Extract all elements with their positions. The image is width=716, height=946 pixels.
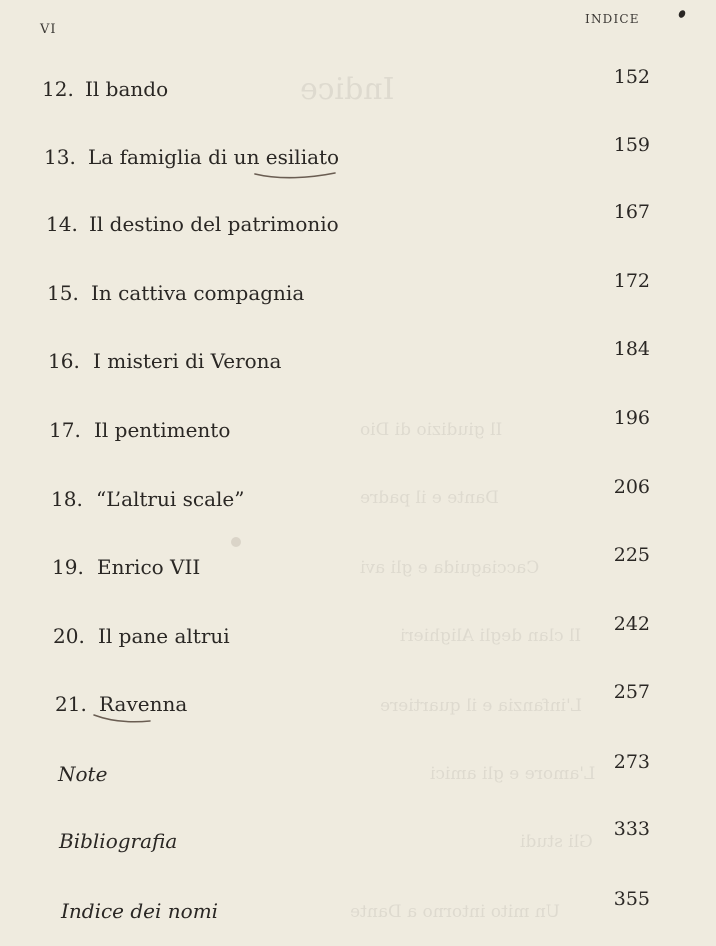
chapter-title: “L’altrui scale” xyxy=(96,487,245,511)
chapter-title: La famiglia di un esiliato xyxy=(88,145,340,169)
chapter-number: 15. xyxy=(47,281,79,305)
page-number: 159 xyxy=(613,134,650,156)
chapter-title: Enrico VII xyxy=(97,555,201,579)
toc-entry[interactable] xyxy=(0,544,716,594)
chapter-number: 14. xyxy=(46,212,78,236)
page-number: 273 xyxy=(613,751,650,773)
smudge-mark xyxy=(224,530,248,554)
running-head: INDICE xyxy=(585,12,640,26)
chapter-number: 16. xyxy=(48,349,80,373)
chapter-title: Ravenna xyxy=(99,692,188,716)
bleed-through-text: Gli studi xyxy=(520,832,593,852)
chapter-number: 20. xyxy=(53,624,85,648)
page-number: 225 xyxy=(613,544,650,566)
chapter-number: 18. xyxy=(51,487,83,511)
chapter-number: 12. xyxy=(42,77,74,101)
page-number: 242 xyxy=(613,613,650,635)
ink-speck-mark xyxy=(674,6,690,22)
page-number: 172 xyxy=(613,270,650,292)
chapter-title: Il pentimento xyxy=(94,418,231,442)
toc-entry[interactable] xyxy=(0,613,716,663)
page-number: 206 xyxy=(613,476,650,498)
chapter-title: Il destino del patrimonio xyxy=(89,212,339,236)
bleed-through-text: Dante e il padre xyxy=(360,488,499,508)
section-title: Note xyxy=(58,762,108,786)
bleed-through-text: Cacciaguida e gli avi xyxy=(360,558,540,578)
page-number: 333 xyxy=(613,818,650,840)
section-title: Bibliografia xyxy=(59,829,178,853)
bleed-through-text: Il giudizio di Dio xyxy=(360,420,503,440)
toc-entry[interactable] xyxy=(0,407,716,457)
chapter-title: Il pane altrui xyxy=(98,624,230,648)
pencil-underline-mark xyxy=(250,160,370,190)
page-number: 257 xyxy=(613,681,650,703)
chapter-number: 17. xyxy=(49,418,81,442)
chapter-number: 19. xyxy=(52,555,84,579)
page-number-roman: VI xyxy=(40,22,57,37)
page-number: 184 xyxy=(613,338,650,360)
page-number: 196 xyxy=(613,407,650,429)
bleed-through-text: L'amore e gli amici xyxy=(430,764,596,784)
chapter-title: In cattiva compagnia xyxy=(91,281,305,305)
page-number: 355 xyxy=(613,888,650,910)
toc-entry[interactable] xyxy=(0,66,716,116)
chapter-number: 21. xyxy=(55,692,87,716)
bleed-through-text: L'infanzia e il quartiere xyxy=(380,696,583,716)
toc-entry[interactable] xyxy=(0,888,716,938)
toc-entry[interactable] xyxy=(0,270,716,320)
toc-entry[interactable] xyxy=(0,201,716,251)
section-title: Indice dei nomi xyxy=(61,899,219,923)
chapter-title: I misteri di Verona xyxy=(93,349,282,373)
toc-entry[interactable] xyxy=(0,476,716,526)
bleed-through-text: Indice xyxy=(300,72,395,107)
pencil-underline-mark xyxy=(90,705,180,735)
bleed-through-text: Un mito intorno a Dante xyxy=(350,902,561,922)
chapter-title: Il bando xyxy=(85,77,169,101)
toc-entry[interactable] xyxy=(0,751,716,801)
toc-entry[interactable] xyxy=(0,338,716,388)
page-number: 167 xyxy=(613,201,650,223)
toc-entry[interactable] xyxy=(0,818,716,868)
page-number: 152 xyxy=(613,66,650,88)
bleed-through-text: Il clan degli Alighieri xyxy=(400,626,582,646)
chapter-number: 13. xyxy=(44,145,76,169)
